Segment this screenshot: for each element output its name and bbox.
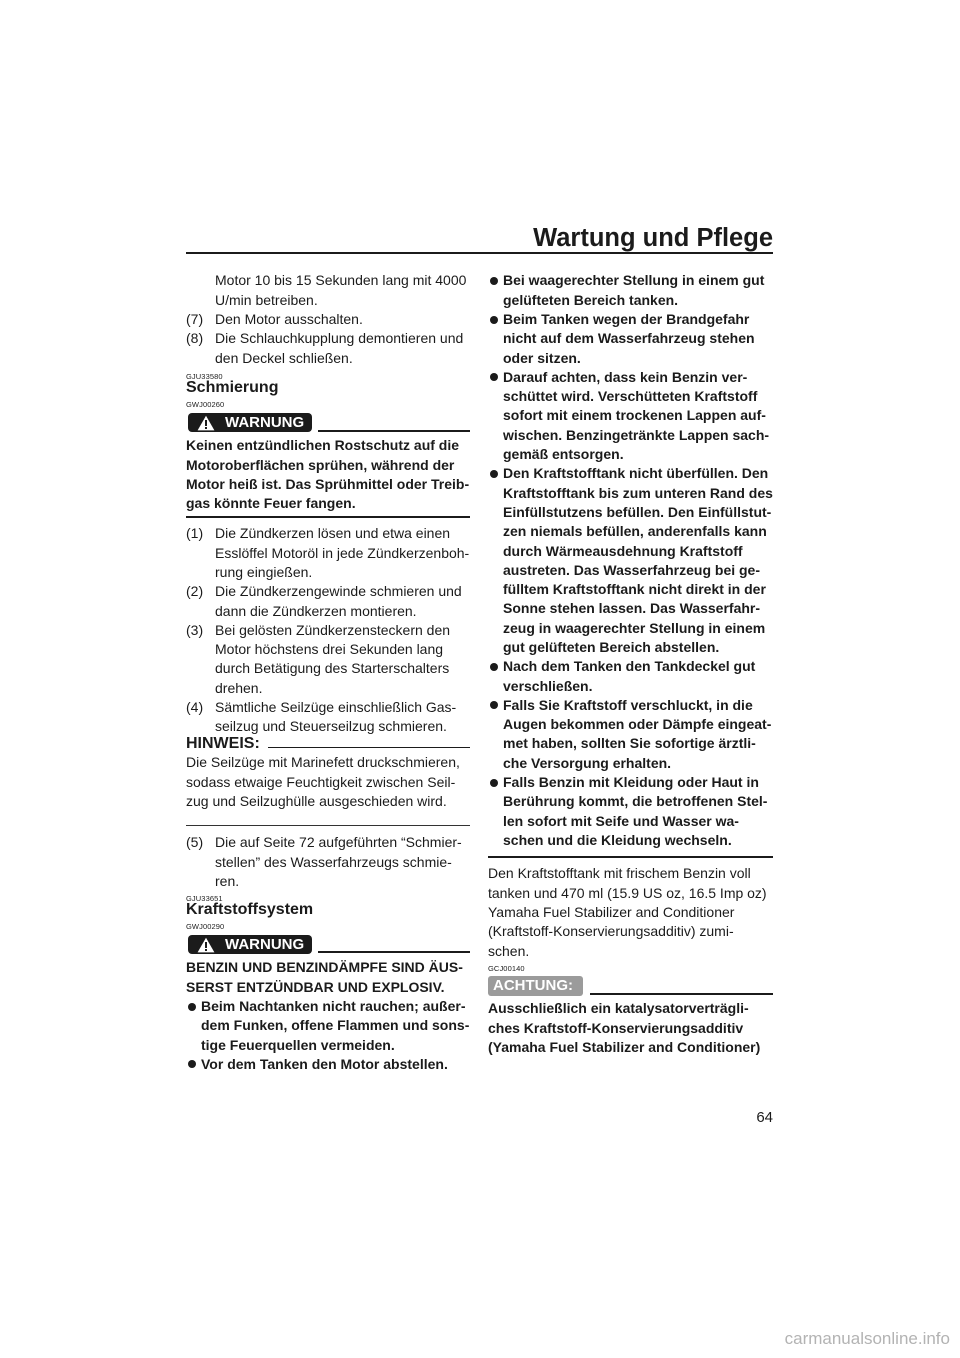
step-item-2 [186,582,476,621]
warning-bullet [488,271,778,310]
warning-bullet [488,657,778,696]
bullet-text: Beim Tanken wegen der Brandgefahr nicht auf dem Wasserfahrzeug stehen oder sitzen. [503,310,755,366]
step-item-7 [186,310,476,329]
warning-rule [318,951,470,953]
bullet-text: Vor dem Tanken den Motor abstellen. [201,1055,448,1072]
step-number: (2) [186,583,204,600]
warning-bullet [186,1055,476,1074]
step-item-1 [186,524,476,582]
warning-bullet [488,368,778,464]
step-number: (7) [186,310,204,327]
warning-badge [188,413,312,432]
step-text: Die Zündkerzengewinde schmieren und dann die Zündkerzen montieren. [215,583,462,619]
bullet-text: Darauf achten, dass kein Benzin ver- schüttet wird. Verschütteten Kraftstoff sofort mit einem trockenen Lappen auf- wischen. Benzingetränkte Lappen sach- gemäß entsorgen. [503,368,770,463]
bullet-text: Falls Sie Kraftstoff verschluckt, in die Augen bekommen oder Dämpfe eingeat- met haben, sollten Sie sofortige ärztli- che Versorgung erhalten. [503,696,772,771]
section-code: GJU33651 [186,893,223,903]
step-text: Sämtliche Seilzüge einschließlich Gas- seilzug und Steuerseilzug schmieren. [215,699,457,735]
bullet-icon [188,1060,196,1068]
step-text: Die Zündkerzen lösen und etwa einen Esslöffel Motoröl in jede Zündkerzenboh- rung eingießen. [215,525,470,580]
bullet-icon [490,470,498,478]
warning-bullet [488,310,778,368]
watermark: carmanualsonline.info [784,1329,950,1348]
warning-triangle-icon [197,937,215,953]
warning-label: WARNUNG [225,414,305,431]
bullet-icon [188,1003,196,1011]
step-number: (1) [186,525,204,542]
caution-rule [590,993,773,995]
bullet-icon [490,779,498,787]
continued-step-text: Motor 10 bis 15 Sekunden lang mit 4000 U/min betreiben. [215,272,467,308]
caution-badge: ACHTUNG: [488,976,583,996]
warning-bullet [488,696,778,773]
bullet-icon [490,277,498,285]
warning-end-rule [488,856,773,858]
caution-code: GCJ00140 [488,963,525,973]
page-title: Wartung und Pflege [533,224,773,252]
previous-steps [186,271,476,367]
warning-triangle-icon [197,415,215,431]
step-number: (5) [186,834,204,851]
step-item-5 [186,833,476,891]
note-text: Die Seilzüge mit Marinefett druckschmieren, sodass etwaige Feuchtigkeit zwischen Seil- zug und Seilzughülle ausgeschieden wird. [186,754,460,809]
warning-end-rule [186,516,470,518]
warning-badge [188,935,312,954]
note-end-rule [186,825,470,826]
page-number: 64 [756,1109,773,1126]
warning-code: GWJ00260 [186,399,225,409]
step-item-8 [186,329,476,368]
warning-bullet [186,997,476,1055]
step-number: (3) [186,621,204,638]
bullet-icon [490,701,498,709]
warning-code: GWJ00290 [186,921,225,931]
note-heading-rule [268,747,470,748]
warning-text: Keinen entzündlichen Rostschutz auf die Motoroberflächen sprühen, während der Motor heiß ist. Das Sprühmittel oder Treib- gas könnte Feuer fangen. [186,437,470,512]
section-title-lubrication: Schmierung [186,379,279,396]
warning-rule [318,430,470,432]
bullet-icon [490,373,498,381]
step-text: Den Motor ausschalten. [215,310,363,327]
note-heading: HINWEIS: [186,735,260,752]
fuel-body-text: Den Kraftstofftank mit frischem Benzin voll tanken und 470 ml (15.9 US oz, 16.5 Imp oz) Yamaha Fuel Stabilizer and Conditioner (Kraftstoff-Konservierungsadditiv) zumi- schen. [488,865,767,959]
bullet-text: Beim Nachtanken nicht rauchen; außer- dem Funken, offene Flammen und sons- tige Feuerquellen vermeiden. [201,997,470,1053]
warning-intro: BENZIN UND BENZINDÄMPFE SIND ÄUS- SERST ENTZÜNDBAR UND EXPLOSIV. [186,959,463,995]
caution-text: Ausschließlich ein katalysatorverträgli- ches Kraftstoff-Konservierungsadditiv (Yamaha Fuel Stabilizer and Conditioner) [488,1000,761,1055]
step-text: Die auf Seite 72 aufgeführten “Schmier- stellen” des Wasserfahrzeugs schmie- ren. [215,834,462,889]
bullet-text: Nach dem Tanken den Tankdeckel gut verschließen. [503,658,756,694]
warning-bullet [488,773,778,850]
fuel-warning-continued [488,271,778,850]
fuel-warning [186,958,476,1074]
warning-label: WARNUNG [225,936,305,953]
lubrication-steps-after-note [186,833,476,891]
step-number: (4) [186,699,204,716]
section-code: GJU33580 [186,371,223,381]
section-title-fuel-system: Kraftstoffsystem [186,901,314,918]
bullet-text: Falls Benzin mit Kleidung oder Haut in Berührung kommt, die betroffenen Stel- len sofort mit Seife und Wasser wa- schen und die Kleidung wechseln. [503,774,768,848]
bullet-icon [490,663,498,671]
step-number: (8) [186,330,204,347]
lubrication-steps [186,524,476,736]
step-text: Die Schlauchkupplung demontieren und den Deckel schließen. [215,330,464,366]
bullet-text: Bei waagerechter Stellung in einem gut gelüfteten Bereich tanken. [503,272,765,308]
header-rule [186,252,773,254]
bullet-text: Den Kraftstofftank nicht überfüllen. Den Kraftstofftank bis zum unteren Rand des Einfüllstutzens befüllen. Den Einfüllstut- zen niemals befüllen, anderenfalls kann durch Wärmeausdehnung Kraftstoff austreten. Das Wasserfahrzeug bei ge- fülltem Kraftstofftank nicht direkt in der Sonne stehen lassen. Das Wasserfahr- zeug in waagerechter Stellung in einem gut gelüfteten Bereich abstellen. [503,465,773,655]
step-item-4 [186,698,476,737]
step-item-3 [186,621,476,698]
step-text: Bei gelösten Zündkerzensteckern den Motor höchstens drei Sekunden lang durch Betätigung des Starterschalters drehen. [215,621,451,696]
warning-bullet [488,464,778,657]
bullet-icon [490,316,498,324]
